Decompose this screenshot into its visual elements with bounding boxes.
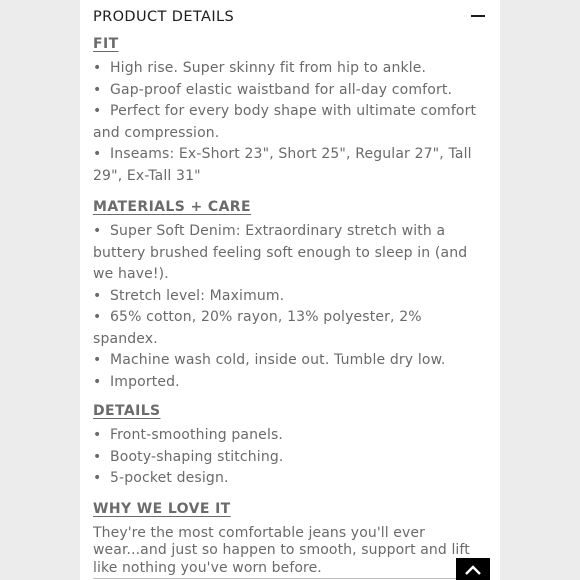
why-we-love-it-title: WHY WE LOVE IT bbox=[93, 500, 231, 517]
list-item: • Imported. bbox=[93, 373, 180, 390]
list-item: • Gap-proof elastic waistband for all-day comfort. bbox=[93, 81, 453, 98]
section-heading: PRODUCT DETAILS bbox=[93, 9, 235, 25]
why-we-love-it-text: They're the most comfortable jeans you'll ever wear...and just so happen to smooth, support and lift like nothing you've worn before. bbox=[93, 524, 470, 576]
details-title: DETAILS bbox=[93, 403, 161, 419]
accordion-header[interactable] bbox=[93, 6, 486, 28]
scroll-to-top-button[interactable] bbox=[456, 558, 490, 580]
divider bbox=[93, 578, 490, 579]
list-item: • Booty-shaping stitching. bbox=[93, 448, 284, 465]
details-content bbox=[93, 34, 488, 577]
list-item: • 65% cotton, 20% rayon, 13% polyester, 2% spandex. bbox=[93, 309, 422, 347]
list-item: • High rise. Super skinny fit from hip to ankle. bbox=[93, 60, 427, 76]
materials-care-title: MATERIALS + CARE bbox=[93, 199, 251, 215]
why-we-love-it-section bbox=[93, 499, 488, 578]
list-item: • Super Soft Denim: Extraordinary stretch with a buttery brushed feeling soft enough to sleep in (and we have!). bbox=[93, 223, 468, 282]
fit-title: FIT bbox=[93, 36, 119, 52]
list-item: • Stretch level: Maximum. bbox=[93, 287, 285, 304]
list-item: • 5-pocket design. bbox=[93, 470, 229, 486]
minus-icon[interactable] bbox=[470, 10, 486, 24]
details-section bbox=[93, 401, 488, 490]
product-details-panel bbox=[80, 0, 500, 580]
chevron-up-icon bbox=[464, 564, 482, 576]
materials-care-section bbox=[93, 197, 488, 393]
list-item: • Inseams: Ex-Short 23", Short 25", Regular 27", Tall 29", Ex-Tall 31" bbox=[93, 146, 472, 184]
list-item: • Machine wash cold, inside out. Tumble dry low. bbox=[93, 352, 446, 368]
list-item: • Front-smoothing panels. bbox=[93, 427, 284, 443]
list-item: • Perfect for every body shape with ultimate comfort and compression. bbox=[93, 103, 477, 141]
fit-section bbox=[93, 34, 488, 187]
